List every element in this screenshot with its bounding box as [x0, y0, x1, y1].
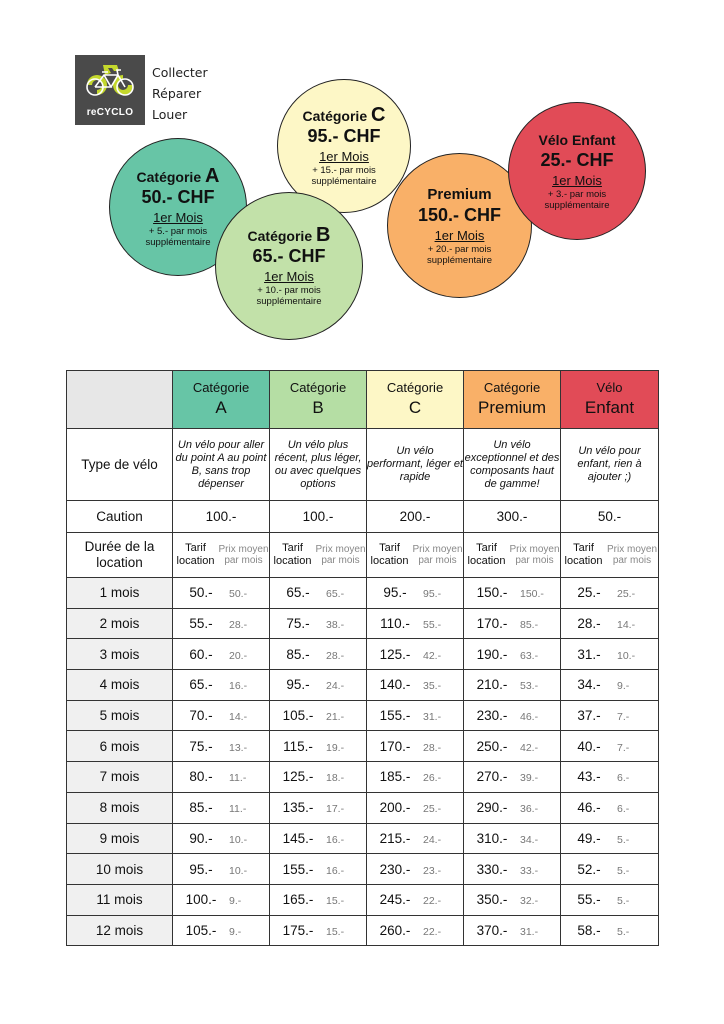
caution-row — [67, 501, 659, 533]
circle-price: 65.- CHF — [252, 245, 326, 266]
circle-month: 1er Mois — [319, 148, 369, 164]
prix-moyen-value: 24.- — [423, 833, 442, 846]
price-cell — [270, 670, 367, 701]
price-cell — [173, 639, 270, 670]
tarif-value: 80.- — [189, 769, 213, 785]
prix-moyen-value: 85.- — [520, 619, 539, 632]
price-cell — [464, 578, 561, 609]
price-cell — [270, 731, 367, 762]
table-row — [67, 639, 659, 670]
tarif-value: 310.- — [476, 830, 508, 846]
prix-moyen-value: 7.- — [617, 741, 630, 754]
prix-moyen-value: 15.- — [326, 895, 345, 908]
tarif-value: 85.- — [286, 646, 310, 662]
tarif-value: 260.- — [379, 922, 411, 938]
price-cell — [270, 854, 367, 885]
caution-label: Caution — [67, 501, 173, 533]
prix-moyen-value: 5.- — [617, 925, 630, 938]
subheader-cell — [173, 533, 270, 578]
subheader-cell — [367, 533, 464, 578]
price-cell — [464, 792, 561, 823]
table-row — [67, 884, 659, 915]
prix-moyen-value: 42.- — [423, 649, 442, 662]
price-cell — [367, 639, 464, 670]
tarif-value: 350.- — [476, 892, 508, 908]
tarif-value: 230.- — [476, 708, 508, 724]
price-cell — [367, 884, 464, 915]
tagline-line: Louer — [152, 107, 188, 122]
prix-moyen-value: 25.- — [617, 588, 636, 601]
circle-velo-enfant — [508, 102, 646, 240]
prix-moyen-value: 16.- — [326, 864, 345, 877]
duration-cell: 11 mois — [67, 884, 173, 915]
price-cell — [173, 792, 270, 823]
prix-moyen-value: 31.- — [520, 925, 539, 938]
table-body — [67, 578, 659, 946]
price-cell — [173, 670, 270, 701]
prix-moyen-value: 14.- — [229, 711, 248, 724]
price-cell — [464, 823, 561, 854]
circle-extra: supplémentaire — [544, 200, 610, 211]
prix-moyen-value: 7.- — [617, 711, 630, 724]
prix-moyen-value: 32.- — [520, 895, 539, 908]
prix-moyen-label: Prix moyen par mois — [315, 544, 366, 566]
prix-moyen-value: 25.- — [423, 803, 442, 816]
price-cell — [561, 854, 659, 885]
prix-moyen-value: 13.- — [229, 741, 248, 754]
prix-moyen-value: 18.- — [326, 772, 345, 785]
price-cell — [270, 578, 367, 609]
prix-moyen-value: 10.- — [617, 649, 636, 662]
prix-moyen-value: 16.- — [229, 680, 248, 693]
prix-moyen-value: 28.- — [326, 649, 345, 662]
header-category-b: Catégorie B — [270, 371, 367, 429]
table-row — [67, 731, 659, 762]
prix-moyen-value: 15.- — [326, 925, 345, 938]
prix-moyen-value: 10.- — [229, 864, 248, 877]
prix-moyen-value: 9.- — [229, 895, 242, 908]
prix-moyen-value: 5.- — [617, 895, 630, 908]
prix-moyen-value: 5.- — [617, 864, 630, 877]
tarif-value: 60.- — [189, 646, 213, 662]
price-cell — [270, 792, 367, 823]
tarif-value: 215.- — [379, 830, 411, 846]
price-cell — [367, 792, 464, 823]
circle-extra: + 15.- par mois — [312, 164, 376, 176]
price-table — [66, 370, 659, 946]
duration-cell: 2 mois — [67, 608, 173, 639]
price-cell — [270, 884, 367, 915]
prix-moyen-value: 28.- — [423, 741, 442, 754]
tarif-value: 145.- — [282, 830, 314, 846]
prix-moyen-value: 6.- — [617, 772, 630, 785]
prix-moyen-value: 14.- — [617, 619, 636, 632]
prix-moyen-value: 5.- — [617, 833, 630, 846]
tarif-value: 55.- — [577, 892, 601, 908]
price-cell — [561, 915, 659, 946]
tarif-value: 105.- — [185, 922, 217, 938]
duration-cell: 9 mois — [67, 823, 173, 854]
circle-month: 1er Mois — [434, 227, 485, 243]
tarif-value: 31.- — [577, 646, 601, 662]
logo-text: reCYCLO — [86, 107, 134, 118]
prix-moyen-value: 65.- — [326, 588, 345, 601]
price-cell — [173, 578, 270, 609]
duration-cell: 1 mois — [67, 578, 173, 609]
tarif-value: 200.- — [379, 800, 411, 816]
tarif-value: 43.- — [577, 769, 601, 785]
table-header-row — [67, 371, 659, 429]
prix-moyen-value: 9.- — [229, 925, 242, 938]
tarif-value: 140.- — [379, 677, 411, 693]
prix-moyen-value: 35.- — [423, 680, 442, 693]
tarif-value: 52.- — [577, 861, 601, 877]
circle-extra: supplémentaire — [311, 175, 377, 187]
circle-price: 50.- CHF — [141, 186, 215, 207]
prix-moyen-value: 39.- — [520, 772, 539, 785]
price-cell — [464, 639, 561, 670]
circle-month: 1er Mois — [552, 173, 602, 188]
circle-extra: + 10.- par mois — [257, 284, 321, 296]
table-row — [67, 578, 659, 609]
prix-moyen-value: 11.- — [229, 772, 247, 785]
tarif-value: 95.- — [286, 677, 310, 693]
prix-moyen-value: 33.- — [520, 864, 539, 877]
price-cell — [561, 578, 659, 609]
tarif-value: 25.- — [577, 585, 601, 601]
tarif-value: 270.- — [476, 769, 508, 785]
caution-cell: 50.- — [561, 501, 659, 533]
tarif-value: 40.- — [577, 738, 601, 754]
prix-moyen-value: 17.- — [326, 803, 345, 816]
tarif-location-label: Tarif location — [467, 542, 506, 567]
circle-price: 150.- CHF — [417, 204, 502, 225]
subheader-cell — [561, 533, 659, 578]
price-cell — [367, 854, 464, 885]
prix-moyen-value: 23.- — [423, 864, 442, 877]
prix-moyen-value: 22.- — [423, 895, 442, 908]
subheader-row — [67, 533, 659, 578]
subheader-cell — [270, 533, 367, 578]
tarif-value: 125.- — [379, 646, 411, 662]
tarif-value: 150.- — [476, 585, 508, 601]
duration-cell: 7 mois — [67, 762, 173, 793]
prix-moyen-value: 28.- — [229, 619, 248, 632]
tarif-value: 95.- — [383, 585, 407, 601]
prix-moyen-value: 150.- — [520, 588, 544, 601]
circle-price: 95.- CHF — [307, 125, 381, 146]
prix-moyen-value: 50.- — [229, 588, 248, 601]
tarif-value: 55.- — [189, 616, 213, 632]
prix-moyen-value: 42.- — [520, 741, 539, 754]
prix-moyen-label: Prix moyen par mois — [606, 544, 657, 566]
price-cell — [270, 915, 367, 946]
circle-title: Vélo Enfant — [538, 132, 616, 148]
price-cell — [367, 578, 464, 609]
price-cell — [464, 762, 561, 793]
tarif-value: 65.- — [286, 585, 310, 601]
duration-cell: 4 mois — [67, 670, 173, 701]
description-cell: Un vélo plus récent, plus léger, ou avec quelques options — [270, 429, 367, 501]
tarif-value: 70.- — [189, 708, 213, 724]
price-cell — [367, 915, 464, 946]
price-cell — [464, 608, 561, 639]
table-row — [67, 762, 659, 793]
tarif-value: 110.- — [380, 616, 410, 632]
tarif-value: 210.- — [476, 677, 508, 693]
tarif-value: 370.- — [476, 922, 508, 938]
tarif-value: 50.- — [189, 585, 213, 601]
bicycle-recycle-icon — [81, 63, 139, 105]
duration-label: Durée de la location — [67, 533, 173, 578]
tarif-value: 170.- — [476, 616, 508, 632]
table-row — [67, 608, 659, 639]
description-cell: Un vélo pour aller du point A au point B, sans trop dépenser — [173, 429, 270, 501]
tarif-value: 135.- — [282, 800, 314, 816]
table-row — [67, 792, 659, 823]
price-cell — [464, 670, 561, 701]
prix-moyen-value: 11.- — [229, 803, 247, 816]
tarif-value: 46.- — [577, 800, 601, 816]
prix-moyen-value: 9.- — [617, 680, 630, 693]
price-cell — [561, 731, 659, 762]
tarif-value: 75.- — [286, 616, 310, 632]
price-cell — [367, 762, 464, 793]
prix-moyen-value: 34.- — [520, 833, 539, 846]
prix-moyen-value: 20.- — [229, 649, 248, 662]
tarif-location-label: Tarif location — [176, 542, 215, 567]
tarif-location-label: Tarif location — [273, 542, 312, 567]
tarif-value: 190.- — [476, 646, 508, 662]
circle-extra: supplémentaire — [427, 254, 492, 266]
tarif-value: 85.- — [189, 800, 213, 816]
price-cell — [173, 823, 270, 854]
tarif-value: 75.- — [189, 738, 213, 754]
circle-title: Catégorie B — [247, 223, 331, 246]
price-cell — [173, 884, 270, 915]
price-cell — [173, 854, 270, 885]
duration-cell: 5 mois — [67, 700, 173, 731]
tagline-line: Collecter — [152, 65, 208, 80]
circle-price: 25.- CHF — [540, 150, 614, 170]
prix-moyen-value: 31.- — [423, 711, 442, 724]
description-cell: Un vélo performant, léger et rapide — [367, 429, 464, 501]
tagline — [152, 62, 208, 125]
price-cell — [561, 670, 659, 701]
price-cell — [464, 731, 561, 762]
prix-moyen-value: 38.- — [326, 619, 345, 632]
tarif-value: 105.- — [282, 708, 314, 724]
price-cell — [173, 608, 270, 639]
tagline-line: Réparer — [152, 86, 202, 101]
price-cell — [270, 823, 367, 854]
price-cell — [270, 639, 367, 670]
header-category-c: Catégorie C — [367, 371, 464, 429]
price-cell — [173, 762, 270, 793]
tarif-value: 37.- — [577, 708, 601, 724]
price-cell — [270, 762, 367, 793]
circle-category-b — [215, 192, 363, 340]
price-cell — [367, 670, 464, 701]
tarif-value: 49.- — [577, 830, 601, 846]
tarif-value: 175.- — [282, 922, 314, 938]
prix-moyen-value: 95.- — [423, 588, 442, 601]
price-cell — [367, 700, 464, 731]
prix-moyen-value: 46.- — [520, 711, 539, 724]
prix-moyen-value: 16.- — [326, 833, 345, 846]
circle-title: Catégorie A — [136, 164, 220, 187]
caution-cell: 100.- — [173, 501, 270, 533]
price-cell — [173, 915, 270, 946]
price-cell — [561, 700, 659, 731]
tarif-value: 165.- — [282, 892, 314, 908]
tarif-value: 58.- — [577, 922, 601, 938]
tarif-value: 330.- — [476, 861, 508, 877]
tarif-value: 95.- — [189, 861, 213, 877]
price-cell — [173, 700, 270, 731]
prix-moyen-value: 19.- — [326, 741, 345, 754]
duration-cell: 12 mois — [67, 915, 173, 946]
prix-moyen-value: 63.- — [520, 649, 539, 662]
circle-month: 1er Mois — [153, 209, 203, 225]
prix-moyen-value: 24.- — [326, 680, 345, 693]
circle-extra: supplémentaire — [256, 295, 322, 307]
price-cell — [270, 608, 367, 639]
description-cell: Un vélo pour enfant, rien à ajouter ;) — [561, 429, 659, 501]
price-cell — [561, 884, 659, 915]
tarif-value: 185.- — [379, 769, 411, 785]
tarif-value: 250.- — [476, 738, 508, 754]
circle-title: Premium — [427, 185, 492, 203]
price-cell — [561, 792, 659, 823]
prix-moyen-value: 53.- — [520, 680, 539, 693]
circle-title: Catégorie C — [302, 103, 386, 126]
price-cell — [367, 608, 464, 639]
tarif-value: 28.- — [577, 616, 601, 632]
table-row — [67, 823, 659, 854]
tarif-location-label: Tarif location — [564, 542, 603, 567]
price-cell — [367, 823, 464, 854]
prix-moyen-value: 26.- — [423, 772, 442, 785]
tarif-value: 34.- — [577, 677, 601, 693]
tarif-value: 115.- — [283, 738, 313, 754]
prix-moyen-value: 55.- — [423, 619, 442, 632]
prix-moyen-value: 10.- — [229, 833, 248, 846]
tarif-value: 155.- — [282, 861, 314, 877]
tarif-location-label: Tarif location — [370, 542, 409, 567]
prix-moyen-label: Prix moyen par mois — [218, 544, 269, 566]
tarif-value: 245.- — [379, 892, 411, 908]
price-cell — [173, 731, 270, 762]
price-cell — [464, 884, 561, 915]
circle-extra: supplémentaire — [145, 236, 211, 248]
circle-extra: + 3.- par mois — [547, 189, 607, 200]
table-row — [67, 854, 659, 885]
price-cell — [561, 639, 659, 670]
table-row — [67, 670, 659, 701]
header-premium: Catégorie Premium — [464, 371, 561, 429]
caution-cell: 200.- — [367, 501, 464, 533]
tarif-value: 100.- — [185, 892, 217, 908]
duration-cell: 3 mois — [67, 639, 173, 670]
duration-cell: 10 mois — [67, 854, 173, 885]
price-cell — [464, 915, 561, 946]
circle-extra: + 20.- par mois — [427, 243, 492, 255]
description-cell: Un vélo exceptionnel et des composants haut de gamme! — [464, 429, 561, 501]
price-cell — [464, 854, 561, 885]
tarif-value: 290.- — [476, 800, 508, 816]
header-empty-cell — [67, 371, 173, 429]
tarif-value: 125.- — [282, 769, 314, 785]
subheader-cell — [464, 533, 561, 578]
duration-cell: 8 mois — [67, 792, 173, 823]
price-cell — [367, 731, 464, 762]
table-row — [67, 915, 659, 946]
circle-month: 1er Mois — [264, 268, 314, 284]
caution-cell: 300.- — [464, 501, 561, 533]
tarif-value: 170.- — [379, 738, 411, 754]
tarif-value: 230.- — [379, 861, 411, 877]
header-velo-enfant: Vélo Enfant — [561, 371, 659, 429]
tarif-value: 155.- — [379, 708, 411, 724]
type-label: Type de vélo — [67, 429, 173, 501]
price-cell — [270, 700, 367, 731]
recyclo-logo — [75, 55, 145, 125]
prix-moyen-label: Prix moyen par mois — [412, 544, 463, 566]
prix-moyen-value: 22.- — [423, 925, 442, 938]
price-cell — [561, 762, 659, 793]
caution-cell: 100.- — [270, 501, 367, 533]
type-row — [67, 429, 659, 501]
duration-cell: 6 mois — [67, 731, 173, 762]
table-row — [67, 700, 659, 731]
tarif-value: 65.- — [189, 677, 213, 693]
price-cell — [464, 700, 561, 731]
tarif-value: 90.- — [189, 830, 213, 846]
prix-moyen-value: 36.- — [520, 803, 539, 816]
prix-moyen-value: 21.- — [326, 711, 345, 724]
prix-moyen-label: Prix moyen par mois — [509, 544, 560, 566]
prix-moyen-value: 6.- — [617, 803, 630, 816]
price-cell — [561, 823, 659, 854]
header-category-a: Catégorie A — [173, 371, 270, 429]
circle-extra: + 5.- par mois — [148, 225, 208, 237]
price-cell — [561, 608, 659, 639]
